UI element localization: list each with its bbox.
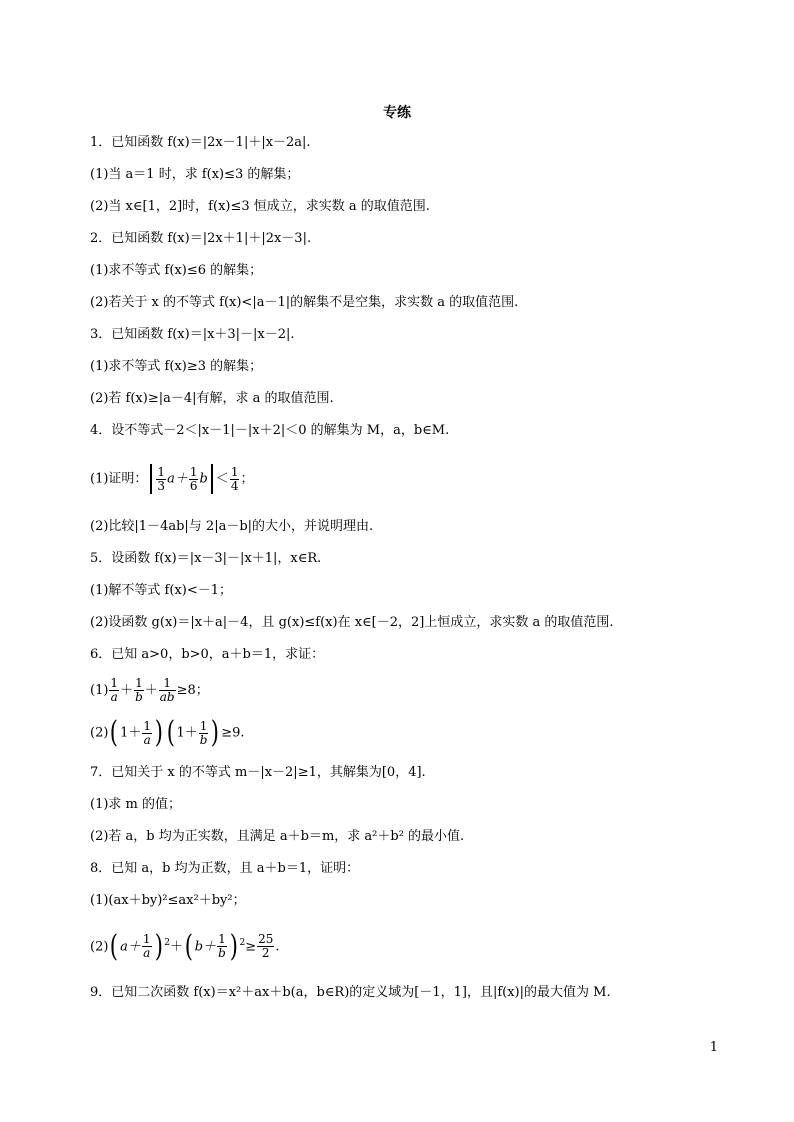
fraction-1-b: $\frac{1}{b}$ [199,718,208,747]
var-a: a＋ [167,471,188,487]
problem-3-part-1: (1)求不等式 f(x)≥3 的解集； [90,359,263,374]
problem-2-part-2: (2)若关于 x 的不等式 f(x)<|a－1|的解集不是空集，求实数 a 的取值范围. [90,295,519,310]
part-label: (1)证明： [90,471,148,487]
page-number: 1 [709,1040,718,1055]
problem-3-part-2: (2)若 f(x)≥|a－4|有解，求 a 的取值范围. [90,391,334,406]
problem-2: 2．已知函数 f(x)＝|2x＋1|＋|2x－3|. [90,231,312,246]
fraction-1-4: $\frac{1}{4}$ [230,464,239,493]
fraction-1-b: $\frac{1}{b}$ [218,932,226,961]
part-label: (2) [90,725,109,741]
problem-7: 7．已知关于 x 的不等式 m－|x－2|≥1，其解集为[0，4]. [90,765,426,780]
fraction-1-3: $\frac{1}{3}$ [157,464,166,493]
problem-1-part-2: (2)当 x∈[1，2]时，f(x)≤3 恒成立，求实数 a 的取值范围. [90,199,430,214]
problem-8: 8．已知 a，b 均为正数，且 a＋b＝1，证明： [90,861,360,876]
page-title: 专练 [383,105,411,121]
problem-1-part-1: (1)当 a＝1 时，求 f(x)≤3 的解集； [90,167,300,182]
problem-6-part-1: (1) $\frac{1}{a}$ ＋ $\frac{1}{b}$ ＋ $\frac{1}{ab}$ ≥8； [90,676,209,704]
problem-2-part-1: (1)求不等式 f(x)≤6 的解集； [90,263,263,278]
problem-7-part-2: (2)若 a，b 均为正实数，且满足 a＋b＝m，求 a²＋b² 的最小值. [90,829,465,844]
fraction-1-b: $\frac{1}{b}$ [135,676,143,704]
problem-9: 9．已知二次函数 f(x)＝x²＋ax＋b(a，b∈R)的定义域为[－1，1]，且|f(x)|的最大值为 M. [90,985,611,1000]
less-than: ＜ [215,471,229,487]
fraction-1-a: $\frac{1}{a}$ [110,676,119,704]
problem-4-part-2: (2)比较|1－4ab|与 2|a－b|的大小，并说明理由. [90,519,374,534]
problem-6: 6．已知 a>0，b>0，a＋b＝1，求证： [90,647,325,662]
problem-8-part-1: (1)(ax＋by)²≤ax²＋by²； [90,893,246,908]
problem-3: 3．已知函数 f(x)＝|x＋3|－|x－2|. [90,327,295,342]
var-b: b [199,471,208,487]
fraction-25-2: $\frac{25}{2}$ [258,932,274,961]
problem-5: 5．设函数 f(x)＝|x－3|－|x＋1|，x∈R. [90,551,322,566]
problem-4: 4．设不等式－2＜|x－1|－|x＋2|＜0 的解集为 M，a，b∈M. [90,423,450,438]
part-label: (1) [90,683,109,698]
problem-7-part-1: (1)求 m 的值； [90,797,182,812]
problem-4-part-1 [90,464,253,495]
fraction-1-6: $\frac{1}{6}$ [189,464,198,493]
abs-bar-left [150,464,152,494]
fraction-1-ab: $\frac{1}{ab}$ [159,676,175,704]
abs-bar-right [211,464,213,494]
problem-5-part-2: (2)设函数 g(x)＝|x＋a|－4，且 g(x)≤f(x)在 x∈[－2，2]上恒成立，求实数 a 的取值范围. [90,615,614,630]
fraction-1-a: $\frac{1}{a}$ [143,718,152,747]
problem-8-part-2: (2)( a＋ $\frac{1}{a}$ ) $^2$＋( b＋ $\frac{1}{b}$ ) $^2$≥ $\frac{25}{2}$ . [90,928,280,964]
semicolon: ； [240,471,254,487]
fraction-1-a: $\frac{1}{a}$ [142,932,151,961]
problem-1: 1．已知函数 f(x)＝|2x－1|＋|x－2a|. [90,135,311,150]
problem-5-part-1: (1)解不等式 f(x)<－1； [90,583,232,598]
problem-6-part-2: (2)( 1＋ $\frac{1}{a}$ ) ( 1＋ $\frac{1}{b}$ ) ≥9. [90,715,245,750]
part-label: (2) [90,939,109,955]
